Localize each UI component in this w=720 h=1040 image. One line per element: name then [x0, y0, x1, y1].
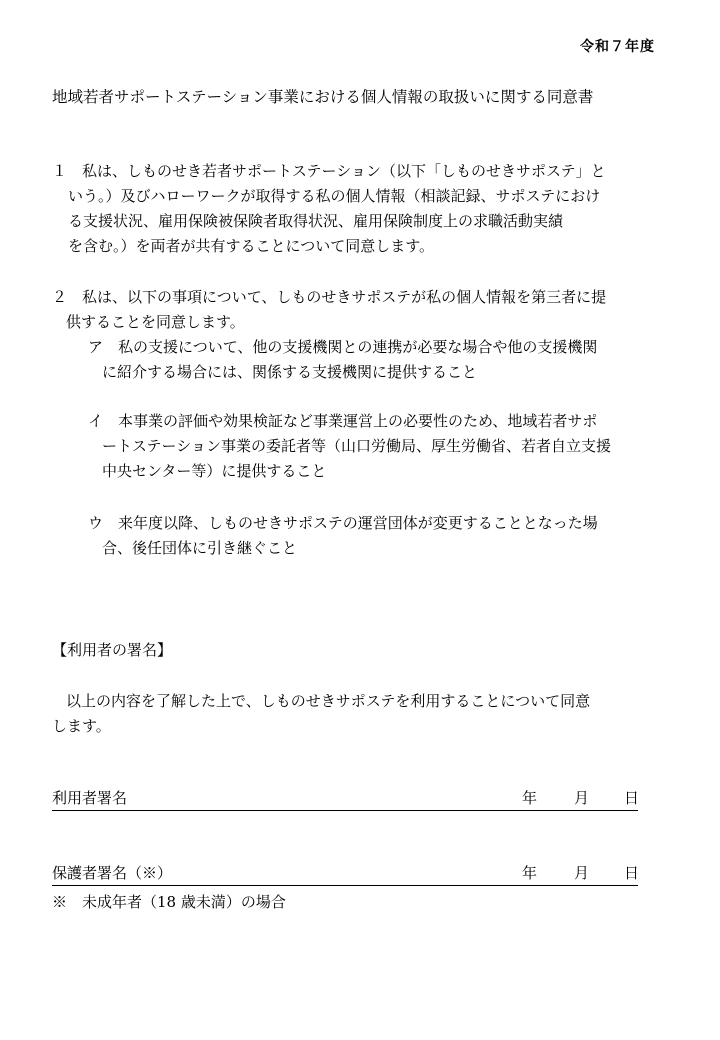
fiscal-year: 令和７年度	[580, 39, 655, 55]
date-day-label: 日	[624, 864, 640, 882]
user-signature-field[interactable]	[52, 788, 638, 811]
sub-item-u-line: ウ 来年度以降、しものせきサポステの運営団体が変更することとなった場	[88, 514, 598, 532]
item1-line: を含む。）を両者が共有することについて同意します。	[68, 237, 435, 255]
sub-item-i-line: 中央センター等）に提供すること	[102, 462, 327, 480]
date-month-label: 月	[574, 789, 590, 807]
agreement-line: 以上の内容を了解した上で、しものせきサポステを利用することについて同意	[66, 692, 591, 710]
item1-line: いう。）及びハローワークが取得する私の個人情報（相談記録、サポステにおけ	[68, 187, 601, 205]
date-year-label: 年	[522, 789, 538, 807]
date-day-label: 日	[624, 789, 640, 807]
minor-note: ※ 未成年者（18 歳未満）の場合	[52, 893, 286, 911]
consent-item-1	[52, 160, 672, 270]
agreement-line: します。	[52, 717, 111, 735]
item2-line: ２ 私は、以下の事項について、しものせきサポステが私の個人情報を第三者に提	[52, 288, 607, 306]
user-signature-label: 利用者署名	[52, 789, 128, 807]
item1-line: る支援状況、雇用保険被保険者取得状況、雇用保険制度上の求職活動実績	[68, 212, 564, 230]
sub-item-a-line: に紹介する場合には、関係する支援機関に提供すること	[102, 363, 478, 381]
sub-item-u-line: 合、後任団体に引き継ぐこと	[102, 539, 298, 557]
sub-item-i-line: イ 本事業の評価や効果検証など事業運営上の必要性のため、地域若者サポ	[88, 412, 598, 430]
guardian-signature-label: 保護者署名（※）	[52, 864, 173, 882]
guardian-signature-field[interactable]	[52, 863, 638, 886]
sub-item-a-line: ア 私の支援について、他の支援機関との連携が必要な場合や他の支援機関	[88, 338, 598, 356]
document-title: 地域若者サポートステーション事業における個人情報の取扱いに関する同意書	[52, 88, 594, 106]
item2-line: 供することを同意します。	[66, 313, 245, 331]
item1-line: １ 私は、しものせき若者サポートステーション（以下「しものせきサポステ」と	[52, 162, 606, 180]
date-month-label: 月	[574, 864, 590, 882]
date-year-label: 年	[522, 864, 538, 882]
signature-heading: 【利用者の署名】	[52, 641, 173, 659]
consent-item-2	[52, 286, 672, 566]
sub-item-i-line: ートステーション事業の委託者等（山口労働局、厚生労働省、若者自立支援	[102, 437, 611, 455]
